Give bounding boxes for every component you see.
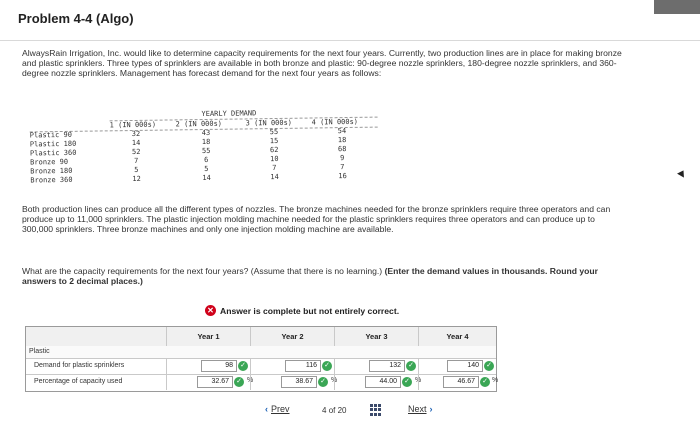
table-row (26, 358, 496, 375)
demand-year-1-input[interactable]: 98 (201, 360, 237, 372)
percentage-year-4-input[interactable]: 46.67 (443, 376, 479, 388)
question-text: What are the capacity requirements for the next four years? (Assume that there is no learning.) (Enter the demand values in thousands. Round your answers to 2 decimal places.) (22, 266, 598, 286)
demand-col-4: 4 (IN 000s) (311, 117, 359, 127)
demand-table-title: YEARLY DEMAND (201, 109, 257, 119)
grid-view-icon[interactable] (370, 404, 382, 416)
question-instructions: (Enter the demand values in thousands. Round your answers to 2 decimal places.) (22, 266, 598, 286)
page-title: Problem 4-4 (Algo) (18, 11, 134, 26)
answer-status (205, 305, 399, 316)
check-icon: ✓ (480, 377, 490, 387)
demand-table (29, 108, 380, 193)
answer-table (25, 326, 497, 392)
demand-col-3: 3 (IN 000s) (245, 118, 293, 128)
demand-row: Bronze 90 7 6 10 9 (30, 154, 345, 167)
check-icon: ✓ (402, 377, 412, 387)
table-row: Percentage of capacity used 32.67 ✓ % 38.67 ✓ % 44.00 ✓ % 46.67 ✓ % (26, 374, 496, 390)
cursor-icon (677, 168, 687, 177)
demand-row: Bronze 360 12 14 14 16 (30, 172, 347, 185)
page-indicator: 4 of 20 (322, 406, 347, 415)
check-icon: ✓ (484, 361, 494, 371)
demand-row: Plastic 90 32 43 55 54 (29, 127, 347, 140)
row-label: Percentage of capacity used (34, 378, 123, 385)
top-bar (0, 0, 700, 41)
check-icon: ✓ (322, 361, 332, 371)
section-label: Plastic (29, 348, 50, 355)
check-icon: ✓ (238, 361, 248, 371)
percentage-year-3-input[interactable]: 44.00 (365, 376, 401, 388)
next-button[interactable]: Next › (408, 404, 433, 414)
prev-button[interactable]: ‹ Prev (265, 404, 290, 414)
row-label: Demand for plastic sprinklers (34, 362, 125, 369)
corner-badge (654, 0, 700, 14)
check-icon: ✓ (318, 377, 328, 387)
demand-year-2-input[interactable]: 116 (285, 360, 321, 372)
demand-row: Plastic 360 52 55 62 68 (29, 145, 347, 158)
header-year-3: Year 3 (334, 327, 418, 346)
incorrect-icon: ✕ (205, 305, 216, 316)
percentage-year-2-input[interactable]: 38.67 (281, 376, 317, 388)
demand-col-1: 1 (IN 000s) (109, 120, 157, 130)
header-year-4: Year 4 (418, 327, 496, 346)
demand-row: Plastic 180 14 18 15 18 (29, 136, 347, 149)
problem-intro: AlwaysRain Irrigation, Inc. would like to determine capacity requirements for the next four years. Currently, two production lines are in place for making bronze and plastic sprinklers. Three types of sprinklers are available in both bronze and plastic: 90-degree nozzle sprinklers, 180-degree nozzle sprinklers, and 360-degree nozzle sprinklers. Management has forecast demand for the next four years as follows: (22, 48, 622, 78)
production-description: Both production lines can produce all the different types of nozzles. The bronze machines needed for the bronze sprinklers require three operators and can produce up to 11,000 sprinklers. The plastic injection molding machine needed for the plastic sprinklers requires three operators and can produce up to 300,000 sprinklers. Three bronze machines and only one injection molding machine are available. (22, 204, 611, 234)
chevron-left-icon: ‹ (265, 404, 268, 414)
demand-row: Bronze 180 5 5 7 7 (30, 163, 345, 176)
demand-year-4-input[interactable]: 140 (447, 360, 483, 372)
demand-year-3-input[interactable]: 132 (369, 360, 405, 372)
chevron-right-icon: › (429, 404, 433, 414)
answer-header-row (26, 327, 496, 347)
answer-status-text: Answer is complete but not entirely correct. (220, 305, 400, 316)
check-icon: ✓ (406, 361, 416, 371)
percentage-year-1-input[interactable]: 32.67 (197, 376, 233, 388)
check-icon: ✓ (234, 377, 244, 387)
demand-col-2: 2 (IN 000s) (175, 119, 223, 129)
header-year-1: Year 1 (166, 327, 250, 346)
header-year-2: Year 2 (250, 327, 334, 346)
